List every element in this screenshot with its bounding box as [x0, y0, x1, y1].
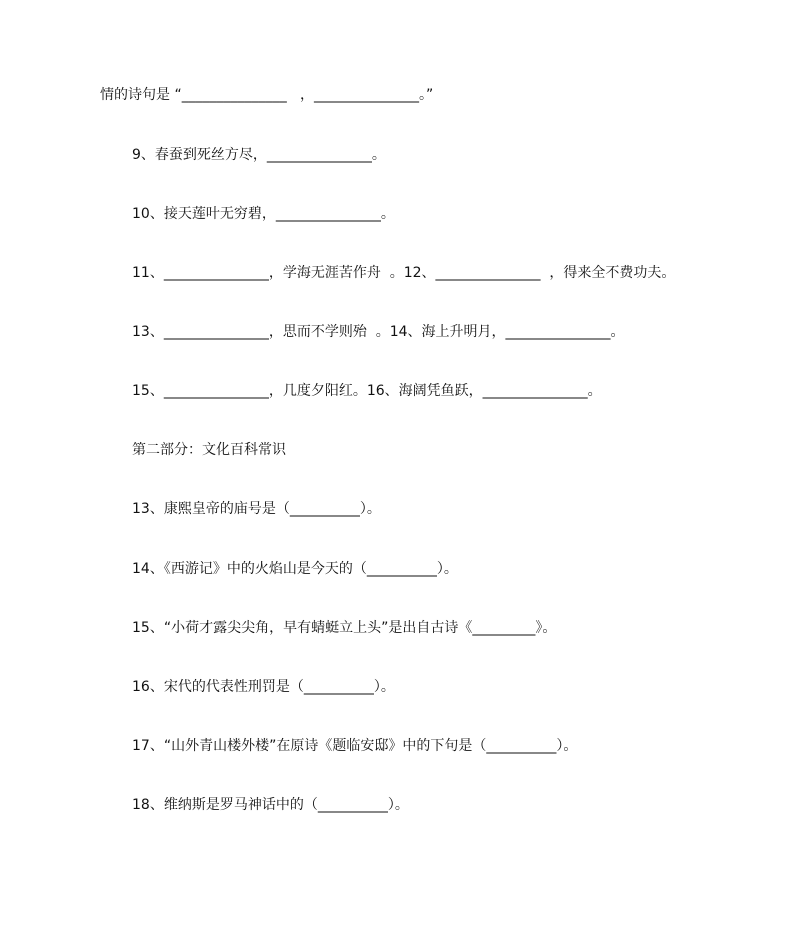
culture-question-14: 14、《西游记》中的火焰山是今天的（__________）。 [132, 561, 458, 577]
culture-question-13: 13、康熙皇帝的庙号是（__________）。 [132, 501, 381, 517]
question-11-12: 11、_______________，学海无涯苦作舟 。12、_______________ ，得来全不费功夫。 [132, 265, 676, 281]
culture-question-16: 16、宋代的代表性刑罚是（__________）。 [132, 679, 395, 695]
question-15-16: 15、_______________，几度夕阳红。16、海阔凭鱼跃，_______________。 [132, 383, 602, 399]
culture-question-15: 15、“小荷才露尖尖角，早有蜻蜓立上头”是出自古诗《_________》。 [132, 620, 557, 636]
culture-question-18: 18、维纳斯是罗马神话中的（__________）。 [132, 797, 409, 813]
section-heading: 第二部分：文化百科常识 [132, 442, 286, 458]
question-10: 10、接天莲叶无穷碧，_______________。 [132, 206, 395, 222]
culture-question-17: 17、“山外青山楼外楼”在原诗《题临安邸》中的下句是（__________）。 [132, 738, 578, 754]
question-13-14: 13、_______________，思而不学则殆 。14、海上升明月，_______________。 [132, 324, 625, 340]
text-line-poem-continuation: 情的诗句是 “_______________ ，_______________。” [100, 87, 434, 103]
question-9: 9、春蚕到死丝方尽，_______________。 [132, 147, 386, 163]
